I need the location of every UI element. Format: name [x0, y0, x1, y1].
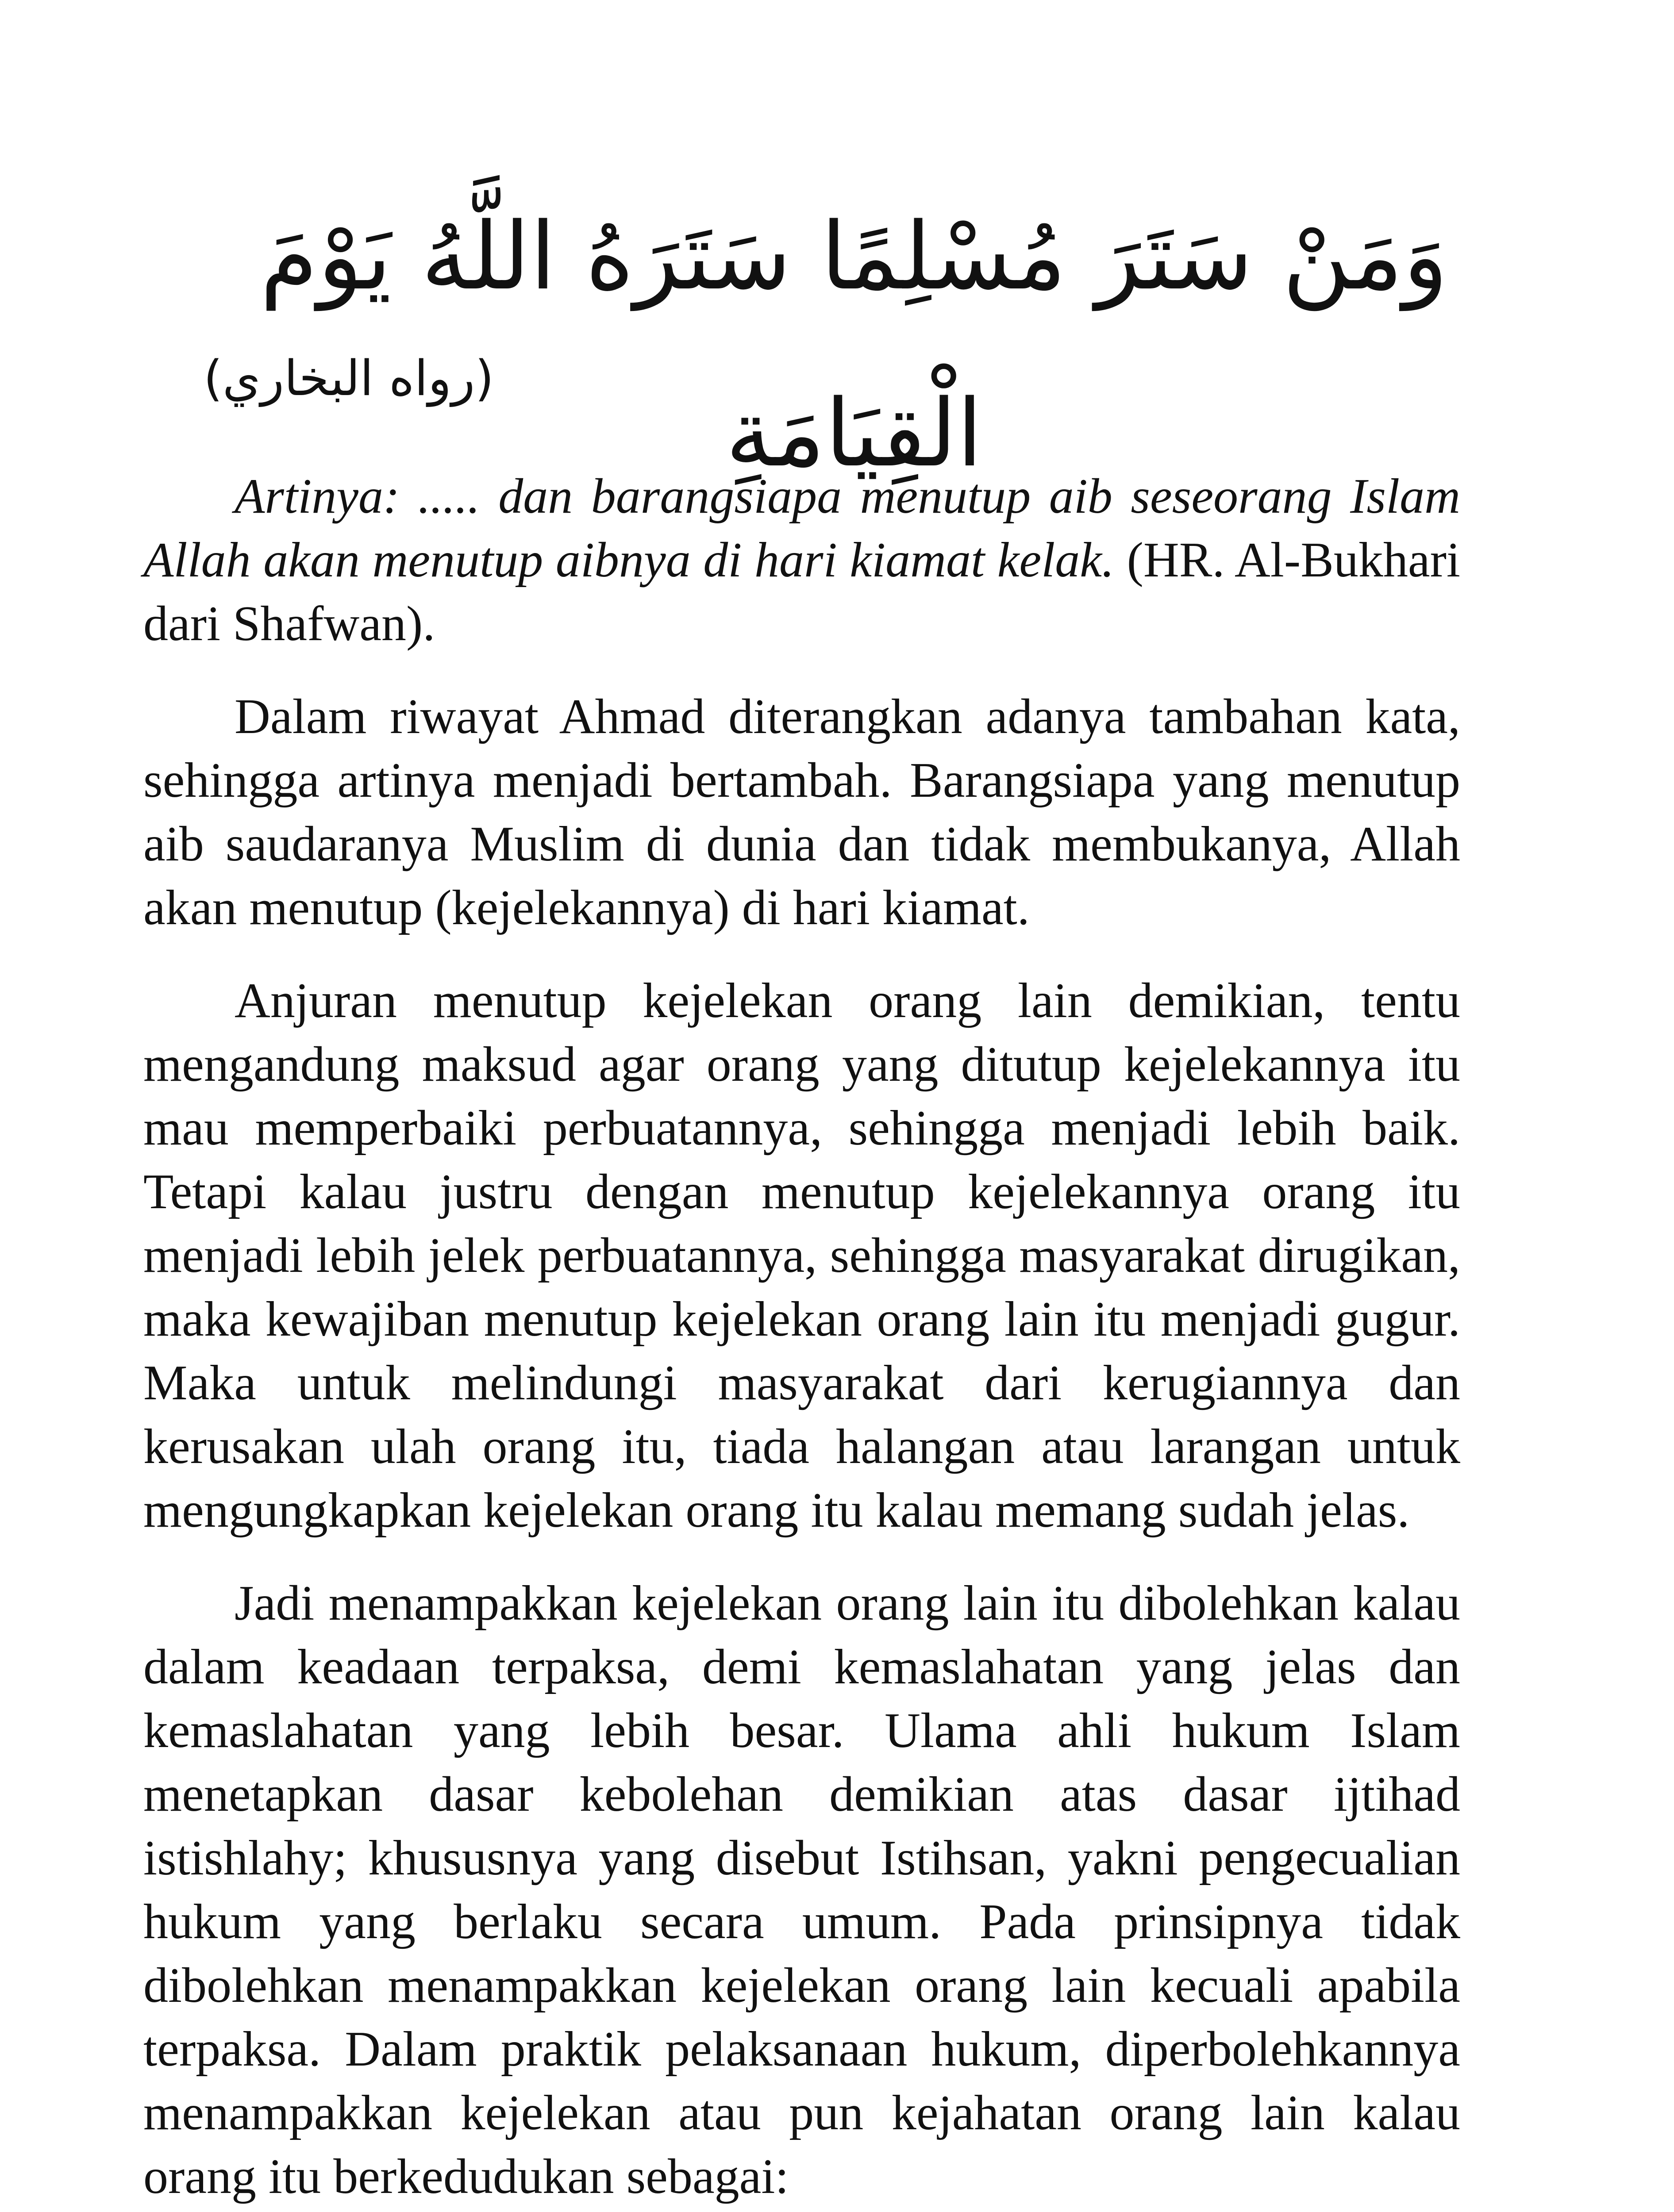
translation-paragraph	[143, 465, 1460, 656]
translation-label: Artinya: .....	[235, 469, 480, 524]
paragraph-riwayat-ahmad: Dalam riwayat Ahmad diterangkan adanya tambahan kata, sehingga artinya menjadi bertambah. Barangsiapa yang menutup aib saudaranya Muslim di dunia dan tidak membukanya, Allah akan menutup (kejelekannya) di hari kiamat.	[143, 689, 1460, 935]
arabic-hadith-text: وَمَنْ سَتَرَ مُسْلِمًا سَتَرَهُ اللَّهُ يَوْمَ الْقِيَامَةِ	[260, 202, 1448, 488]
translation-reference: (HR. Al-Bukhari dari Shafwan).	[143, 533, 1461, 651]
arabic-hadith-block	[204, 168, 1496, 488]
body-text	[143, 465, 1460, 2212]
paragraph-jadi-menampakkan: Jadi menampakkan kejelekan orang lain itu dibolehkan kalau dalam keadaan terpaksa, demi kemaslahatan yang jelas dan kemaslahatan yang lebih besar. Ulama ahli hukum Islam menetapkan dasar kebolehan demikian atas dasar ijtihad istishlahy; khususnya yang disebut Istihsan, yakni pengecualian hukum yang berlaku secara umum. Pada prinsipnya tidak dibolehkan menampakkan kejelekan orang lain kecuali apabila terpaksa. Dalam praktik pelaksanaan hukum, diperbolehkannya menampakkan kejelekan atau pun kejahatan orang lain kalau orang itu berkedudukan sebagai:	[143, 1576, 1460, 2204]
arabic-hadith-source: (رواه البخاري)	[204, 350, 494, 407]
paragraph-anjuran: Anjuran menutup kejelekan orang lain demikian, tentu mengandung maksud agar orang yang ditutup kejelekannya itu mau memperbaiki perbuatannya, sehingga menjadi lebih baik. Tetapi kalau justru dengan menutup kejelekannya orang itu menjadi lebih jelek perbuatannya, sehingga masyarakat dirugikan, maka kewajiban menutup kejelekan orang lain itu menjadi gugur. Maka untuk melindungi masyarakat dari kerugiannya dan kerusakan ulah orang itu, tiada halangan atau larangan untuk mengungkapkan kejelekan orang itu kalau memang sudah jelas.	[143, 973, 1460, 1538]
translation-italic-text: dan barangsiapa menutup aib seseorang Islam Allah akan menutup aibnya di hari kiamat kelak.	[143, 469, 1461, 588]
list-item-a	[143, 2208, 1460, 2212]
